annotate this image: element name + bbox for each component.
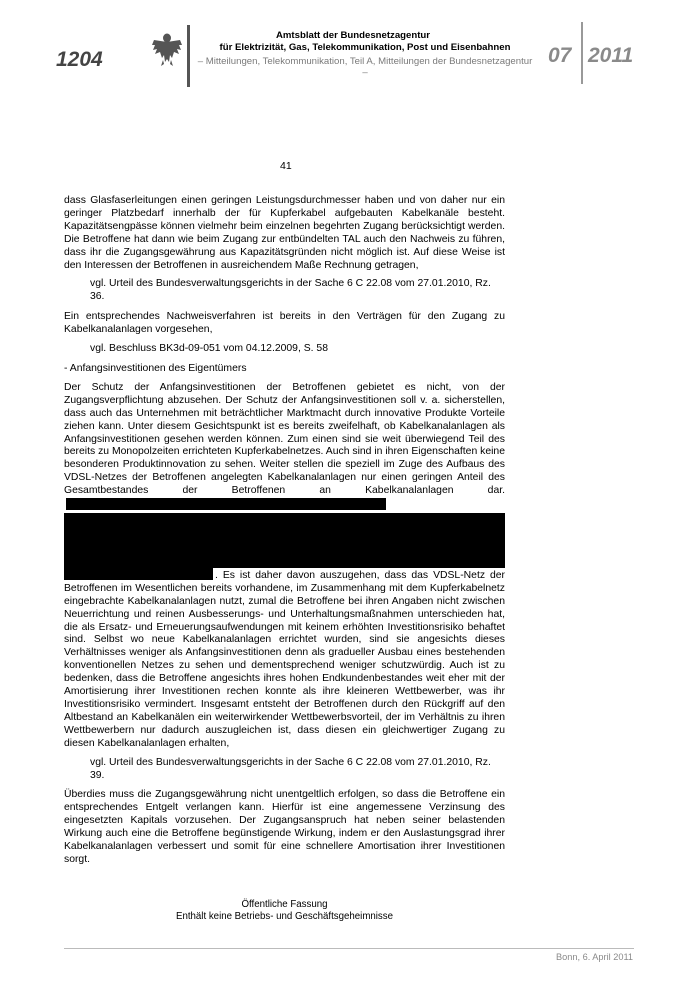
redaction-bar bbox=[64, 568, 213, 580]
issue-year: 2011 bbox=[588, 44, 634, 67]
no-secrets-label: Enthält keine Betriebs- und Geschäftsgeheimnisse bbox=[175, 911, 393, 922]
publisher-title: Amtsblatt der Bundesnetzagentur bbox=[275, 30, 431, 41]
paragraph-redacted bbox=[64, 382, 505, 751]
publisher-section: – Mitteilungen, Telekommunikation, Teil A, Mitteilungen der Bundesnetzagentur – bbox=[197, 56, 533, 78]
redaction-block bbox=[64, 513, 505, 568]
paragraph: Ein entsprechendes Nachweisverfahren ist bereits in den Verträgen für den Zugang zu Kabelkanalanlagen vorgesehen, bbox=[64, 311, 505, 336]
federal-eagle-icon bbox=[151, 31, 183, 67]
paragraph: dass Glasfaserleitungen einen geringen Leistungsdurchmesser haben und von daher nur ein geringer Platzbedarf innerhalb der für Kupferkabel aufgebauten Kabelkanäle besteht. Kapazitätsengpässe können vielmehr beim einzelnen begehrten Zugang berücksichtigt werden. Die Betroffene hat dann wie beim Zugang zur entbündelten TAL auch den Nachweis zu führen, dass ihr die Zugangsgewährung aus Kapazitätsgründen nicht möglich ist. Auf diese Weise ist den Interessen der Betroffenen in ausreichendem Maße Rechnung getragen, bbox=[64, 195, 505, 271]
footer-divider bbox=[64, 948, 634, 949]
citation: vgl. Urteil des Bundesverwaltungsgerichts in der Sache 6 C 22.08 vom 27.01.2010, Rz. 36. bbox=[90, 278, 491, 303]
citation: vgl. Urteil des Bundesverwaltungsgerichts in der Sache 6 C 22.08 vom 27.01.2010, Rz. 39. bbox=[90, 756, 491, 781]
paragraph: Überdies muss die Zugangsgewährung nicht unentgeltlich erfolgen, so dass die Betroffene ein entsprechendes Entgelt verlangen kann. Hierfür ist eine angemessene Verzinsung des eingesetzten Kapitals vorzusehen. Der Zugangsanspruch hat neben seiner belastenden Wirkung auch eine die Betroffene begünstigende Wirkung, indem er den Auslastungsgrad ihrer Kabelkanalanlagen verbessert und somit für eine schnellere Amortisation ihrer Investitionen sorgt. bbox=[64, 789, 505, 865]
public-version-note bbox=[64, 899, 505, 923]
header-divider bbox=[187, 25, 190, 87]
paragraph-text: Der Schutz der Anfangsinvestitionen der Betroffenen gebietet es nicht, von der Zugangsverpflichtung abzusehen. Der Schutz der Anfangsinvestitionen soll v. a. sicherstellen, dass auch das Unternehmen mit beträchtlicher Marktmacht durch innovative Produkte Vorteile ziehen kann. Unter diesem Gesichtspunkt ist es bereits zweifelhaft, ob Kabelkanalanlagen als Anfangsinvestitionen gesehen werden können. Zum einen sind sie weit überwiegend Teil des bereits zu Monopolzeiten errichteten Kupferkabelnetzes. Auch sind in ihren Eigenschaften keine besonderen Produktinnovation zu sehen. Weiter stellen die speziell im Zuge des Aufbaus des VDSL-Netzes der Betroffenen angelegten Kabelkanalanlagen nur einen geringen Anteil des Gesamtbestandes der Betroffenen an Kabelkanalanlagen dar. bbox=[64, 381, 505, 497]
paragraph-text: . Es ist daher davon auszugehen, dass das VDSL-Netz der Betroffenen im Wesentlichen bereits vorhandene, im Zusammenhang mit dem Kupferkabelnetz eingebrachte Kabelkanalanlagen nutzt, zumal die Betroffene bei ihren Angaben nicht zwischen Neuerrichtung und reinen Ausbesserungs- und Unterhaltungsmaßnahmen unterschieden hat, die als Ersatz- und Erneuerungsaufwendungen mit keinem erhöhten Investitionsrisiko behaftet sind. Selbst wo neue Kabelkanalanlagen errichtet wurden, sind sie angesichts dieses Verhältnisses weniger als Anfangsinvestitionen denn als gradueller Ausbau eines bestehenden konventionellen Netzes zu sehen und dementsprechend weniger schutzwürdig. Auch ist zu bedenken, dass die Betroffene angesichts ihres hohen Endkundenbestandes weit eher mit der Amortisierung ihrer Investitionen rechen konnte als ihre kleineren Wettbewerber, was ihr Investitionsrisiko vermindert. Insgesamt entsteht der Betroffenen durch den Rückgriff auf den Altbestand an Kabelkanälen ein weiterwirkender Wettbewerbsvorteil, der im Verhältnis zu ihren Wettbewerbern nur dadurch auszugleichen ist, dass diesen ein gleichwertiger Zugang zu diesen Kabelkanalanlagen erhalten, bbox=[64, 569, 505, 749]
page-number: 1204 bbox=[56, 48, 103, 71]
footer-date: Bonn, 6. April 2011 bbox=[556, 952, 633, 962]
section-heading: - Anfangsinvestitionen des Eigentümers bbox=[64, 362, 247, 374]
redaction-bar bbox=[66, 498, 386, 510]
citation: vgl. Beschluss BK3d-09-051 vom 04.12.2009, S. 58 bbox=[90, 343, 328, 355]
publisher-subtitle: für Elektrizität, Gas, Telekommunikation, Post und Eisenbahnen bbox=[219, 42, 511, 53]
document-body bbox=[64, 195, 505, 873]
public-version-label: Öffentliche Fassung bbox=[241, 899, 328, 910]
issue-divider bbox=[581, 22, 583, 84]
issue-number: 07 bbox=[548, 44, 572, 67]
inner-page-number: 41 bbox=[280, 160, 292, 172]
